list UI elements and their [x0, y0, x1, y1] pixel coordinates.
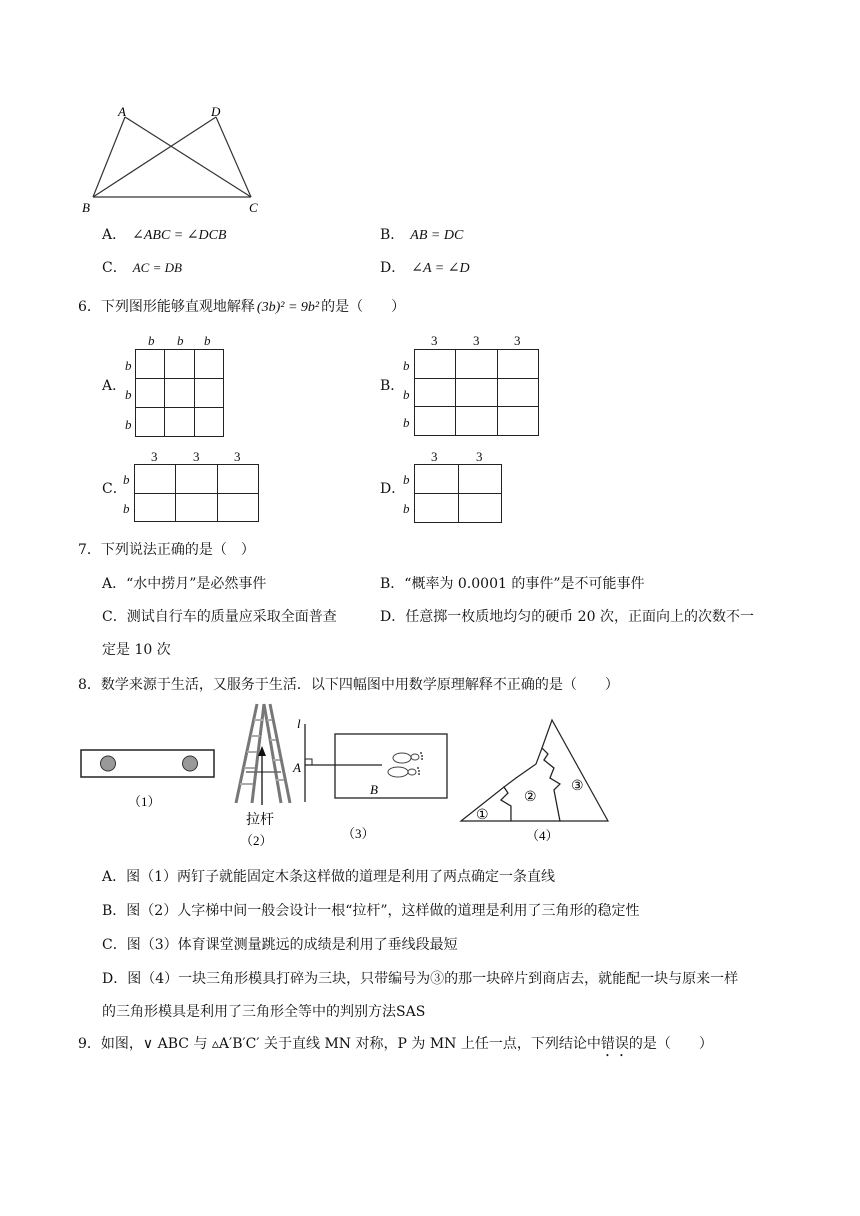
q6-option-b-letter: B．: [380, 378, 405, 394]
q7-stem: 7．下列说法正确的是（ ）: [78, 542, 255, 558]
q8-option-a: A．图（1）两钉子就能固定木条这样做的道理是利用了两点确定一条直线: [102, 869, 556, 885]
q7-option-d-cont: 定是 10 次: [102, 642, 171, 658]
q8-figure-3: [290, 716, 450, 846]
q6-option-a-figure: b b b b b b: [120, 333, 240, 441]
q8-figure-2: [226, 700, 296, 850]
q5-option-d: D． ∠A = ∠D: [380, 260, 470, 276]
fig2-label: （2）: [240, 833, 273, 848]
point-b: B: [82, 200, 90, 215]
q7-option-a: A．“水中捞月”是必然事件: [102, 576, 267, 592]
q5-option-c: C． AC = DB: [102, 260, 182, 276]
piece-1: ①: [476, 808, 489, 823]
grid-3x3: [414, 349, 539, 436]
fig4-label: （4）: [526, 828, 559, 843]
q8-option-d-cont: 的三角形模具是利用了三角形全等中的判别方法SAS: [102, 1004, 426, 1020]
q6-option-c-letter: C．: [102, 481, 127, 497]
q6-option-d-letter: D．: [380, 481, 406, 497]
fig1-label: （1）: [128, 794, 161, 809]
q8-option-b: B．图（2）人字梯中间一般会设计一根“拉杆”，这样做的道理是利用了三角形的稳定性: [102, 903, 640, 919]
grid-3x3: [135, 349, 224, 437]
q8-option-d: D．图（4）一块三角形模具打碎为三块，只带编号为③的那一块碎片到商店去，就能配一块与原来一样: [102, 971, 739, 987]
q6-option-b-figure: 3 3 3 b b b: [400, 333, 560, 441]
q7-option-d: D．任意掷一枚质地均匀的硬币 20 次，正面向上的次数不一: [380, 609, 754, 625]
fig3-label: （3）: [342, 826, 375, 841]
q6-stem: 6．下列图形能够直观地解释 (3b)² = 9b² 的是（ ）: [78, 299, 406, 315]
q5-option-a: A． ∠ABC = ∠DCB: [102, 227, 227, 243]
piece-2: ②: [524, 790, 537, 805]
q7-option-b: B．“概率为 0.0001 的事件”是不可能事件: [380, 576, 645, 592]
q5-figure: [78, 100, 278, 220]
point-d: D: [211, 104, 221, 119]
grid-2x3: [134, 464, 259, 522]
grid-2x2: [414, 464, 502, 523]
point-b-label: B: [370, 782, 378, 797]
line-l-label: l: [297, 716, 301, 731]
q8-stem: 8．数学来源于生活，又服务于生活．以下四幅图中用数学原理解释不正确的是（ ）: [78, 677, 619, 693]
q6-option-a-letter: A．: [102, 378, 127, 394]
q9-stem: 9．如图，∨ ABC 与 ▵A′B′C′ 关于直线 MN 对称，P 为 MN 上任一点，下列结论中错误的是（ ）: [78, 1036, 713, 1052]
point-c: C: [249, 200, 258, 215]
q8-figure-1: [78, 745, 218, 815]
footprints: [388, 753, 419, 777]
pull-rod-label: 拉杆: [246, 813, 274, 828]
q8-option-c: C．图（3）体育课堂测量跳远的成绩是利用了垂线段最短: [102, 937, 458, 953]
q7-option-c: C．测试自行车的质量应采取全面普查: [102, 609, 337, 625]
piece-3: ③: [571, 779, 584, 794]
point-a: A: [118, 104, 126, 119]
q6-option-c-figure: 3 3 3 b b: [120, 449, 270, 529]
q8-figure-4: [456, 718, 616, 848]
q5-option-b: B． AB = DC: [380, 227, 464, 243]
q6-option-d-figure: 3 3 b b: [400, 449, 510, 529]
point-a-label: A: [293, 760, 301, 775]
